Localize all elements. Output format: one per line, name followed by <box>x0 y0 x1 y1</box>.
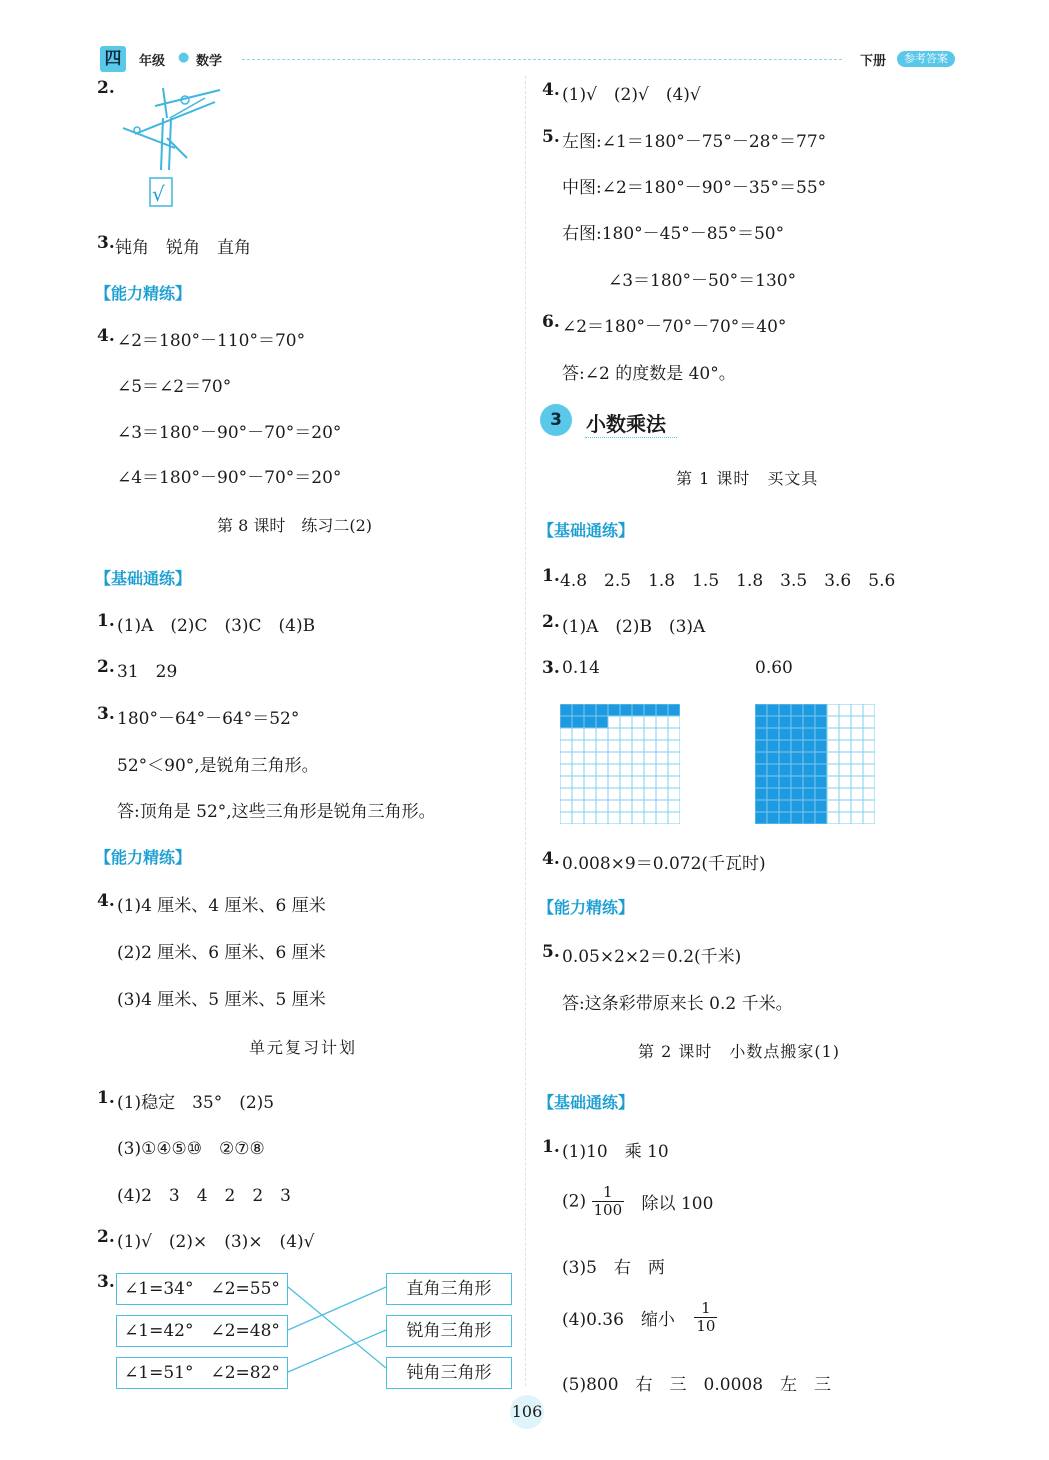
grid-cell <box>596 764 608 776</box>
section-heading-basic: 【基础通练】 <box>538 1093 635 1112</box>
grid-cell <box>827 776 839 788</box>
answer-text: (1)A (2)C (3)C (4)B <box>117 616 316 636</box>
grid-cell <box>584 788 596 800</box>
grid-cell-shaded <box>779 776 791 788</box>
grid-cell <box>596 800 608 812</box>
grid-cell <box>632 716 644 728</box>
grid-cell-shaded <box>767 704 779 716</box>
grid-cell <box>584 752 596 764</box>
subject-label: 数学 <box>196 54 223 69</box>
grid-cell-shaded <box>779 740 791 752</box>
grid-cell <box>584 812 596 824</box>
grid-cell <box>572 812 584 824</box>
grid-cell-shaded <box>815 704 827 716</box>
grid-cell <box>632 740 644 752</box>
item-number: 4. <box>542 80 560 100</box>
grid-cell <box>656 812 668 824</box>
grid-cell-shaded <box>767 716 779 728</box>
grid-cell-shaded <box>791 728 803 740</box>
answer-text: (2)2 厘米、6 厘米、6 厘米 <box>117 943 326 963</box>
grid-cell <box>644 788 656 800</box>
grid-cell-shaded <box>596 716 608 728</box>
grid-cell-shaded <box>815 788 827 800</box>
grid-cell <box>560 740 572 752</box>
grid-cell <box>656 716 668 728</box>
item-number: 2. <box>97 657 115 677</box>
grid-cell <box>620 728 632 740</box>
grid-cell <box>668 728 680 740</box>
grid-cell-shaded <box>815 752 827 764</box>
grid-cell <box>827 800 839 812</box>
grid-cell <box>668 788 680 800</box>
grid-cell <box>620 740 632 752</box>
grid-cell-shaded <box>815 716 827 728</box>
grid-cell <box>572 800 584 812</box>
answer-text: 31 29 <box>117 662 178 682</box>
grid-cell <box>608 764 620 776</box>
answer-text: 52°＜90°,是锐角三角形。 <box>117 756 319 776</box>
grid-cell <box>863 800 875 812</box>
header-divider <box>242 59 842 60</box>
item-number: 5. <box>542 127 560 147</box>
answer-text: (3)①④⑤⑩ ②⑦⑧ <box>117 1139 265 1159</box>
header-dot: ● <box>178 50 190 65</box>
grid-cell <box>608 752 620 764</box>
utility-pole-illustration <box>115 78 230 213</box>
grid-cell-shaded <box>815 764 827 776</box>
grid-cell-shaded <box>755 776 767 788</box>
grid-cell <box>584 800 596 812</box>
fraction-denominator: 100 <box>593 1201 623 1219</box>
grade-label: 年级 <box>139 54 166 69</box>
grid-cell <box>584 728 596 740</box>
grid-cell-shaded <box>767 812 779 824</box>
grid-cell <box>596 812 608 824</box>
grid-cell-shaded <box>755 752 767 764</box>
match-triangle-box: 直角三角形 <box>386 1273 512 1305</box>
fraction-numerator: 1 <box>592 1184 625 1202</box>
answer-text: 钝角 锐角 直角 <box>115 238 251 258</box>
grid-cell <box>620 716 632 728</box>
grid-cell <box>644 716 656 728</box>
grid-cell-shaded <box>803 800 815 812</box>
grid-cell <box>656 800 668 812</box>
grid-cell <box>851 764 863 776</box>
grid-cell <box>851 740 863 752</box>
grid-cell-shaded <box>791 788 803 800</box>
answer-text: (5)800 右 三 0.0008 左 三 <box>562 1375 832 1395</box>
grid-cell-shaded <box>572 716 584 728</box>
grid-cell <box>620 788 632 800</box>
grid-cell-shaded <box>767 776 779 788</box>
grid-cell <box>863 752 875 764</box>
chapter-number: 3 <box>540 404 572 436</box>
grid-cell <box>644 752 656 764</box>
answer-text: (4)2 3 4 2 2 3 <box>117 1186 291 1206</box>
grid-cell <box>851 812 863 824</box>
answer-text: (1)10 乘 10 <box>562 1142 669 1162</box>
grid-cell <box>839 752 851 764</box>
grid-cell-shaded <box>560 704 572 716</box>
grid-cell <box>608 776 620 788</box>
section-heading-basic: 【基础通练】 <box>538 521 635 540</box>
grid-cell-shaded <box>767 740 779 752</box>
grid-cell <box>608 716 620 728</box>
answer-text: (3)4 厘米、5 厘米、5 厘米 <box>117 990 326 1010</box>
grid-cell <box>863 740 875 752</box>
section-heading-basic: 【基础通练】 <box>95 569 192 588</box>
chapter-underline <box>585 437 677 438</box>
grid-cell <box>620 812 632 824</box>
section-heading-ability: 【能力精练】 <box>95 284 192 303</box>
grid-cell-shaded <box>755 704 767 716</box>
grid-cell <box>560 752 572 764</box>
grid-cell <box>668 752 680 764</box>
grid-cell <box>656 740 668 752</box>
item-number: 1. <box>542 566 560 586</box>
answer-text: ∠4＝180°－90°－70°＝20° <box>117 468 342 488</box>
item-number: 2. <box>542 612 560 632</box>
grid-cell <box>644 812 656 824</box>
grid-cell <box>632 728 644 740</box>
grid-cell <box>632 752 644 764</box>
item-number: 2. <box>97 1227 115 1247</box>
grid-cell-shaded <box>620 704 632 716</box>
grid-cell <box>839 740 851 752</box>
answer-line-fraction <box>562 1300 717 1335</box>
grid-cell <box>620 776 632 788</box>
grid-cell <box>584 764 596 776</box>
grid-cell-shaded <box>791 812 803 824</box>
match-angle-box: ∠1=42° ∠2=48° <box>116 1315 288 1347</box>
grid-cell <box>668 740 680 752</box>
chapter-title: 小数乘法 <box>586 412 666 436</box>
match-triangle-box: 钝角三角形 <box>386 1357 512 1389</box>
item-number: 3. <box>97 1272 115 1292</box>
answer-text: (1)√ (2)√ (4)√ <box>562 85 701 105</box>
item-number: 4. <box>97 891 115 911</box>
grid-cell-shaded <box>815 728 827 740</box>
grid-cell-shaded <box>791 776 803 788</box>
grid-cell-shaded <box>632 704 644 716</box>
grid-cell <box>620 752 632 764</box>
grid-cell <box>644 728 656 740</box>
item-number: 1. <box>542 1137 560 1157</box>
match-angle-box: ∠1=34° ∠2=55° <box>116 1273 288 1305</box>
grid-cell-shaded <box>779 716 791 728</box>
grid-cell-shaded <box>815 812 827 824</box>
answer-line-fraction <box>562 1184 713 1219</box>
grid-cell <box>668 764 680 776</box>
grid-cell-shaded <box>779 728 791 740</box>
fraction-numerator: 1 <box>694 1300 717 1318</box>
grid-cell-shaded <box>779 704 791 716</box>
grid-cell-shaded <box>779 788 791 800</box>
grid-cell-shaded <box>767 728 779 740</box>
grid-cell <box>560 728 572 740</box>
item-number: 3. <box>97 233 115 253</box>
answer-text: 答:顶角是 52°,这些三角形是锐角三角形。 <box>117 802 436 822</box>
grid-cell-shaded <box>779 800 791 812</box>
grid-cell <box>644 740 656 752</box>
section-heading-ability: 【能力精练】 <box>95 848 192 867</box>
fraction <box>592 1184 625 1219</box>
volume-label: 下册 <box>860 54 887 69</box>
grid-cell-shaded <box>572 704 584 716</box>
grid-cell <box>839 704 851 716</box>
grid-cell-shaded <box>803 788 815 800</box>
grid-cell <box>632 776 644 788</box>
matching-lines <box>288 1270 388 1390</box>
lesson-title: 第 1 课时 买文具 <box>676 469 819 488</box>
grid-cell <box>863 812 875 824</box>
page-number: 106 <box>510 1395 544 1429</box>
grid-cell <box>608 740 620 752</box>
grid-cell <box>644 800 656 812</box>
answer-text: ∠5＝∠2＝70° <box>117 377 232 397</box>
grid-cell <box>584 776 596 788</box>
grid-cell <box>851 800 863 812</box>
grid-cell-shaded <box>803 716 815 728</box>
grid-cell <box>572 764 584 776</box>
answer-text: 除以 100 <box>641 1194 714 1214</box>
grid-cell-shaded <box>779 812 791 824</box>
grid-cell <box>656 764 668 776</box>
grid-cell-shaded <box>596 704 608 716</box>
item-number: 2. <box>97 78 115 98</box>
grid-cell <box>863 728 875 740</box>
grid-cell-shaded <box>560 716 572 728</box>
grid-cell-shaded <box>815 740 827 752</box>
answer-text: (1)稳定 35° (2)5 <box>117 1093 275 1113</box>
grid-cell <box>851 776 863 788</box>
grid-cell-shaded <box>803 740 815 752</box>
answer-text: ∠3＝180°－90°－70°＝20° <box>117 423 342 443</box>
grid-cell-shaded <box>791 764 803 776</box>
answer-text: 左图:∠1＝180°－75°－28°＝77° <box>562 132 827 152</box>
grid-cell <box>584 740 596 752</box>
grid-cell-shaded <box>779 752 791 764</box>
item-number: 3. <box>97 704 115 724</box>
grid-cell <box>839 788 851 800</box>
grid-cell <box>560 776 572 788</box>
grid-cell-shaded <box>791 704 803 716</box>
grid-cell <box>596 788 608 800</box>
answer-text: (2) <box>562 1191 587 1212</box>
grid-cell <box>596 752 608 764</box>
grid-cell <box>572 752 584 764</box>
grid-cell <box>827 704 839 716</box>
grid-cell-shaded <box>803 704 815 716</box>
grid-cell-shaded <box>644 704 656 716</box>
review-title: 单元复习计划 <box>249 1038 358 1057</box>
grid-cell <box>656 788 668 800</box>
grid-cell <box>839 800 851 812</box>
grid-cell <box>827 788 839 800</box>
column-divider <box>525 76 526 1386</box>
answer-text: (3)5 右 两 <box>562 1258 665 1278</box>
item-number: 6. <box>542 312 560 332</box>
grid-cell <box>851 788 863 800</box>
grid-cell-shaded <box>755 788 767 800</box>
grid-cell-shaded <box>584 716 596 728</box>
grid-cell-shaded <box>755 716 767 728</box>
grid-cell-shaded <box>803 764 815 776</box>
grid-cell-shaded <box>815 776 827 788</box>
lesson-title: 第 8 课时 练习二(2) <box>217 516 373 535</box>
grid-cell <box>827 752 839 764</box>
grid-cell <box>668 716 680 728</box>
grid-cell-shaded <box>803 812 815 824</box>
grid-cell-shaded <box>584 704 596 716</box>
grid-cell-shaded <box>791 800 803 812</box>
hundred-grid-0-14 <box>560 704 680 824</box>
grid-cell <box>668 812 680 824</box>
grid-cell <box>608 812 620 824</box>
grid-cell <box>632 800 644 812</box>
answer-text: 答:∠2 的度数是 40°。 <box>562 364 736 384</box>
lesson-title: 第 2 课时 小数点搬家(1) <box>638 1042 841 1061</box>
grid-cell <box>839 764 851 776</box>
grid-cell <box>851 728 863 740</box>
grid-cell-shaded <box>803 752 815 764</box>
answer-text: (4)0.36 缩小 <box>562 1310 675 1330</box>
grid-cell <box>572 740 584 752</box>
grid-cell <box>656 728 668 740</box>
answer-text: 中图:∠2＝180°－90°－35°＝55° <box>562 178 827 198</box>
grid-cell <box>560 812 572 824</box>
item-number: 1. <box>97 611 115 631</box>
grid-cell <box>620 800 632 812</box>
grid-cell <box>572 788 584 800</box>
grid-cell <box>644 776 656 788</box>
answer-text: (1)A (2)B (3)A <box>562 617 706 637</box>
grid-cell <box>596 740 608 752</box>
answer-text: 4.8 2.5 1.8 1.5 1.8 3.5 3.6 5.6 <box>560 571 896 591</box>
grid-cell-shaded <box>779 764 791 776</box>
item-number: 5. <box>542 942 560 962</box>
grid-cell <box>560 788 572 800</box>
fraction <box>694 1300 717 1335</box>
grid-cell <box>827 812 839 824</box>
grid-cell-shaded <box>803 728 815 740</box>
grid-cell <box>863 764 875 776</box>
check-mark: √ <box>152 182 165 206</box>
answer-text: 0.60 <box>755 658 793 678</box>
grid-cell-shaded <box>608 704 620 716</box>
grid-cell <box>632 812 644 824</box>
grid-cell-shaded <box>767 764 779 776</box>
match-triangle-box: 锐角三角形 <box>386 1315 512 1347</box>
item-number: 4. <box>97 326 115 346</box>
grid-cell <box>608 728 620 740</box>
grid-cell <box>656 776 668 788</box>
grid-cell-shaded <box>668 704 680 716</box>
grid-cell <box>839 776 851 788</box>
grid-cell <box>851 752 863 764</box>
grid-cell <box>863 716 875 728</box>
grid-cell-shaded <box>755 764 767 776</box>
answer-badge: 参考答案 <box>897 51 955 67</box>
grid-cell <box>827 728 839 740</box>
grid-cell <box>839 728 851 740</box>
grid-cell <box>827 716 839 728</box>
grid-cell-shaded <box>767 800 779 812</box>
answer-text: ∠2＝180°－110°＝70° <box>117 331 306 351</box>
grid-cell-shaded <box>755 728 767 740</box>
grid-cell-shaded <box>767 752 779 764</box>
grid-cell <box>620 764 632 776</box>
match-angle-box: ∠1=51° ∠2=82° <box>116 1357 288 1389</box>
grid-cell <box>644 764 656 776</box>
answer-text: 右图:180°－45°－85°＝50° <box>562 224 785 244</box>
answer-text: 0.008×9＝0.072(千瓦时) <box>562 854 766 874</box>
answer-text: ∠3＝180°－50°＝130° <box>608 271 797 291</box>
grid-cell-shaded <box>755 800 767 812</box>
grid-cell <box>839 716 851 728</box>
grid-cell <box>863 776 875 788</box>
answer-text: 0.14 <box>562 658 600 678</box>
grid-cell <box>668 776 680 788</box>
grid-cell <box>596 728 608 740</box>
hundred-grid-0-60 <box>755 704 875 824</box>
grid-cell-shaded <box>755 740 767 752</box>
answer-text: ∠2＝180°－70°－70°＝40° <box>562 317 787 337</box>
grid-cell-shaded <box>791 752 803 764</box>
grade-badge: 四 <box>100 46 126 72</box>
grid-cell <box>596 776 608 788</box>
answer-text: (1)4 厘米、4 厘米、6 厘米 <box>117 896 326 916</box>
grid-cell <box>572 728 584 740</box>
grid-cell <box>863 704 875 716</box>
grid-cell <box>560 800 572 812</box>
item-number: 3. <box>542 658 560 678</box>
answer-text: 180°－64°－64°＝52° <box>117 709 300 729</box>
grid-cell-shaded <box>755 812 767 824</box>
grid-cell-shaded <box>815 800 827 812</box>
grid-cell-shaded <box>767 788 779 800</box>
section-heading-ability: 【能力精练】 <box>538 898 635 917</box>
grid-cell <box>632 788 644 800</box>
grid-cell <box>839 812 851 824</box>
grid-cell <box>851 716 863 728</box>
answer-text: 答:这条彩带原来长 0.2 千米。 <box>562 994 793 1014</box>
grid-cell <box>560 764 572 776</box>
grid-cell <box>608 788 620 800</box>
grid-cell <box>827 764 839 776</box>
grid-cell <box>863 788 875 800</box>
item-number: 1. <box>97 1088 115 1108</box>
grid-cell <box>851 704 863 716</box>
grid-cell <box>572 776 584 788</box>
grid-cell-shaded <box>656 704 668 716</box>
answer-text: 0.05×2×2＝0.2(千米) <box>562 947 742 967</box>
grid-cell <box>608 800 620 812</box>
grid-cell-shaded <box>791 716 803 728</box>
grid-cell <box>827 740 839 752</box>
item-number: 4. <box>542 849 560 869</box>
grid-cell-shaded <box>791 740 803 752</box>
grid-cell <box>656 752 668 764</box>
grid-cell <box>632 764 644 776</box>
grid-cell-shaded <box>803 776 815 788</box>
fraction-denominator: 10 <box>696 1317 716 1335</box>
answer-text: (1)√ (2)× (3)× (4)√ <box>117 1232 315 1252</box>
grid-cell <box>668 800 680 812</box>
